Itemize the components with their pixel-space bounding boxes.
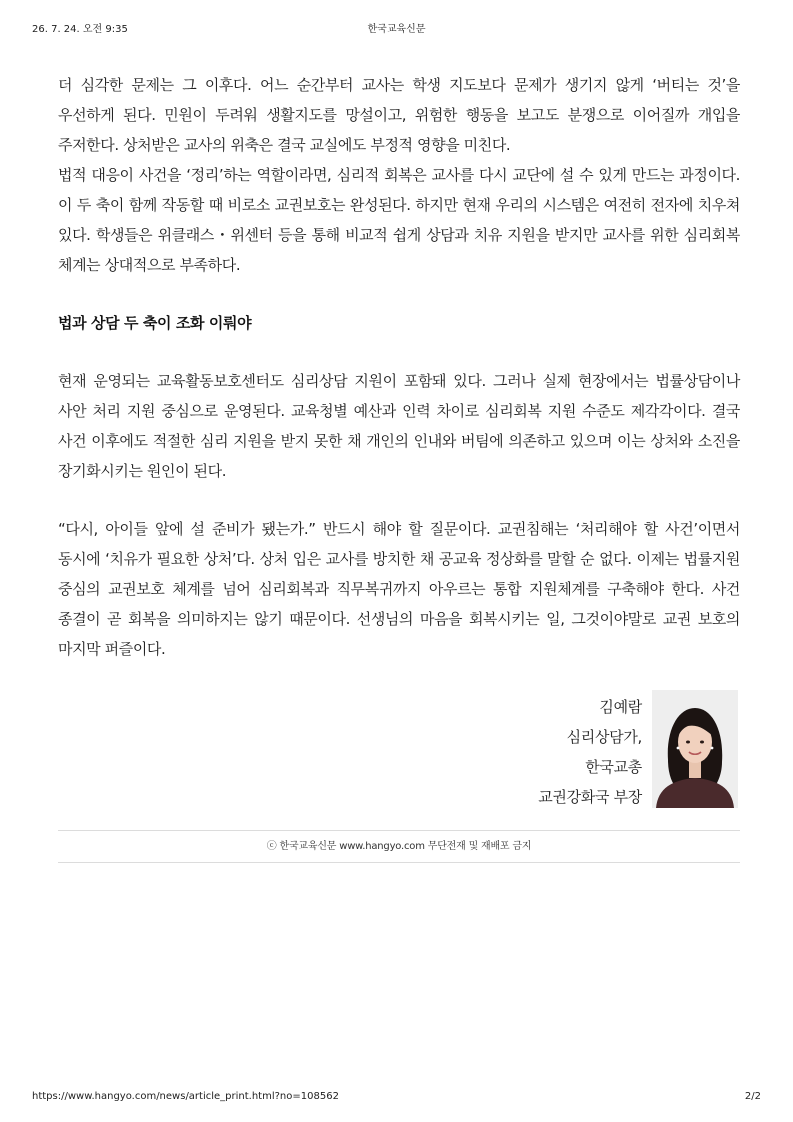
author-organization: 한국교총 xyxy=(585,758,642,776)
article-paragraph: 현재 운영되는 교육활동보호센터도 심리상담 지원이 포함돼 있다. 그러나 실제 현장에서는 법률상담이나 사안 처리 지원 중심으로 운영된다. 교육청별 예산과 인력 차이로 심리회복 지원 수준도 제각각이다. 결국 사건 이후에도 적절한 심리 지원을 받지 못한 채 개인의 인내와 버팀에 의존하고 있으며 이는 상처와 소진을 장기화시키는 원인이 된다. xyxy=(58,372,740,480)
print-datetime: 26. 7. 24. 오전 9:35 xyxy=(32,24,128,35)
author-photo xyxy=(652,690,738,808)
print-site-name: 한국교육신문 xyxy=(367,24,426,35)
paragraph-spacer xyxy=(58,338,740,366)
article-body xyxy=(58,70,740,863)
copyright-notice: ⓒ 한국교육신문 www.hangyo.com 무단전재 및 재배포 금지 xyxy=(58,830,740,863)
article-subheading: 법과 상담 두 축이 조화 이뤄야 xyxy=(58,314,252,332)
author-name: 김예람 xyxy=(599,698,642,716)
article-paragraph: 법적 대응이 사건을 ‘정리’하는 역할이라면, 심리적 회복은 교사를 다시 교단에 설 수 있게 만드는 과정이다. 이 두 축이 함께 작동할 때 비로소 교권보호는 완성된다. 하지만 현재 우리의 시스템은 여전히 전자에 치우쳐 있다. 학생들은 위클래스・위센터 등을 통해 비교적 쉽게 상담과 치유 지원을 받지만 교사를 위한 심리회복 체계는 상대적으로 부족하다. xyxy=(58,166,740,274)
author-info xyxy=(538,692,642,812)
author-byline xyxy=(58,690,740,808)
paragraph-spacer xyxy=(58,486,740,514)
page-number: 2/2 xyxy=(744,1091,761,1102)
print-url: https://www.hangyo.com/news/article_print.html?no=108562 xyxy=(32,1091,339,1102)
print-footer xyxy=(32,1091,761,1107)
author-portrait-illustration xyxy=(652,690,738,808)
author-title: 심리상담가, xyxy=(566,728,642,746)
article-paragraph: “다시, 아이들 앞에 설 준비가 됐는가.” 반드시 해야 할 질문이다. 교권침해는 ‘처리해야 할 사건’이면서 동시에 ‘치유가 필요한 상처’다. 상처 입은 교사를 방치한 채 공교육 정상화를 말할 순 없다. 이제는 법률지원 중심의 교권보호 체계를 넘어 심리회복과 직무복귀까지 아우르는 통합 지원체계를 구축해야 한다. 사건 종결이 곧 회복을 의미하지는 않기 때문이다. 선생님의 마음을 회복시키는 일, 그것이야말로 교권 보호의 마지막 퍼즐이다. xyxy=(58,520,740,658)
paragraph-spacer xyxy=(58,280,740,308)
author-position: 교권강화국 부장 xyxy=(538,788,642,806)
print-header xyxy=(32,20,761,36)
article-paragraph: 더 심각한 문제는 그 이후다. 어느 순간부터 교사는 학생 지도보다 문제가 생기지 않게 ‘버티는 것’을 우선하게 된다. 민원이 두려워 생활지도를 망설이고, 위험한 행동을 보고도 분쟁으로 이어질까 개입을 주저한다. 상처받은 교사의 위축은 결국 교실에도 부정적 영향을 미친다. xyxy=(58,76,740,154)
